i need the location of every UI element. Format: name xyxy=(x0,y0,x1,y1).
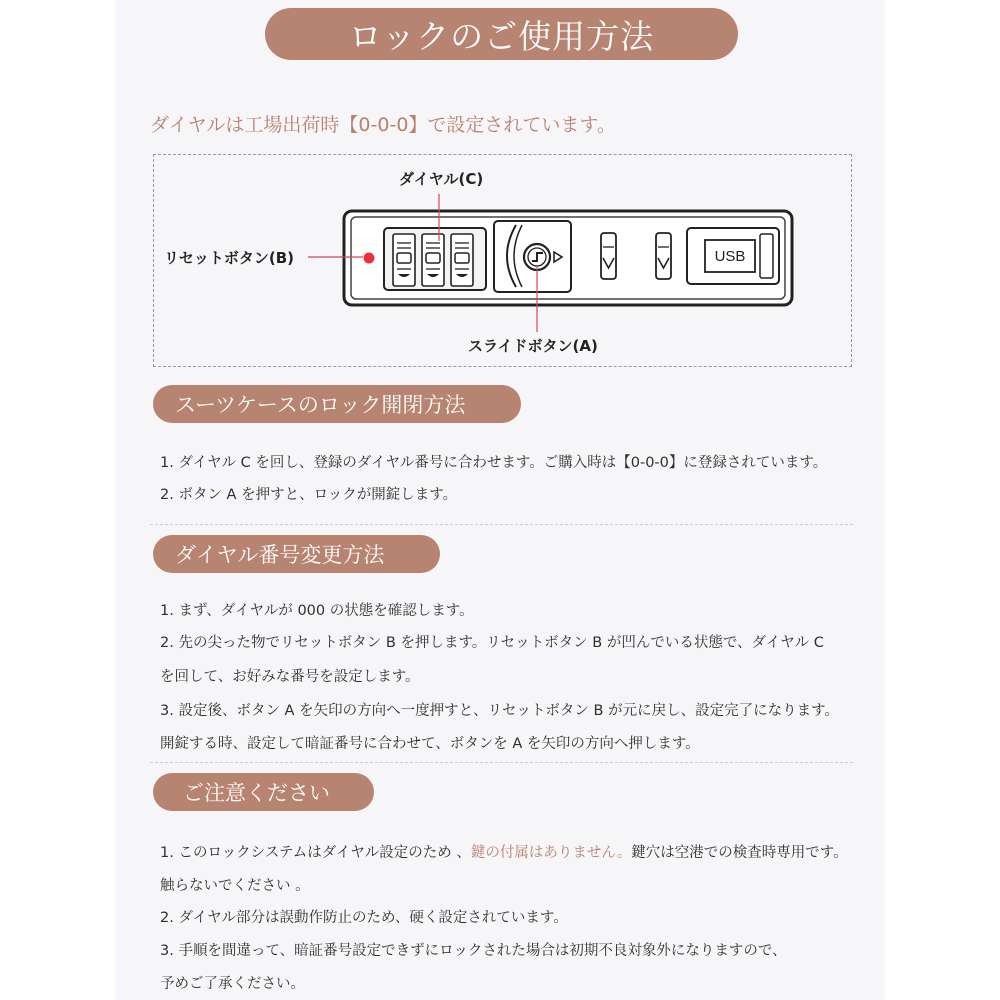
open-close-step-2: 2. ボタン A を押すと、ロックが開錠します。 xyxy=(160,487,458,503)
change-code-step-3: 3. 設定後、ボタン A を矢印の方向へ一度押すと、リセットボタン B が元に戻し、設定完了になります。 xyxy=(160,703,839,719)
notes-item-1-highlight: 鍵の付属はありません。 xyxy=(470,845,632,861)
dial-wheel-2 xyxy=(422,234,444,286)
section-heading-change-code: ダイヤル番号変更方法 xyxy=(153,535,440,573)
dial-wheel-3 xyxy=(451,234,473,286)
usb-text: USB xyxy=(714,248,746,265)
lock-diagram xyxy=(153,154,852,367)
page-title xyxy=(265,8,738,60)
section-divider xyxy=(150,524,853,525)
dial-label: ダイヤル(C) xyxy=(399,170,484,188)
change-code-step-1: 1. まず、ダイヤルが 000 の状態を確認します。 xyxy=(160,603,474,619)
section-heading-notes: ご注意ください xyxy=(153,773,374,811)
page-title-text: ロックのご使用方法 xyxy=(348,16,655,56)
change-code-step-2-cont: を回して、お好みな番号を設定します。 xyxy=(160,669,420,685)
open-close-step-1: 1. ダイヤル C を回し、登録のダイヤル番号に合わせます。ご購入時は【0-0-0】に登録されています。 xyxy=(160,455,828,471)
section-heading-open-close: スーツケースのロック開閉方法 xyxy=(153,385,521,423)
change-code-step-3-cont: 開錠する時、設定して暗証番号に合わせて、ボタンを A を矢印の方向へ押します。 xyxy=(160,736,700,752)
latch-1 xyxy=(601,233,616,279)
reset-button-dot xyxy=(364,253,375,264)
notes-item-1 xyxy=(160,841,848,862)
latch-2 xyxy=(656,233,671,279)
change-code-step-2: 2. 先の尖った物でリセットボタン B を押します。リセットボタン B が凹んでいる状態で、ダイヤル C xyxy=(160,635,824,651)
notes-item-3: 3. 手順を間違って、暗証番号設定できずにロックされた場合は初期不良対象外になりますので、 xyxy=(160,943,787,959)
notes-item-2: 2. ダイヤル部分は誤動作防止のため、硬く設定されています。 xyxy=(160,910,568,926)
notes-item-1-suffix: 鍵穴は空港での検査時専用です。 xyxy=(631,845,848,861)
notes-item-3-cont: 予めご了承ください。 xyxy=(160,976,305,992)
slide-button-label: スライドボタン(A) xyxy=(468,337,598,355)
reset-button-label: リセットボタン(B) xyxy=(164,249,294,267)
notes-item-1-prefix: 1. このロックシステムはダイヤル設定のため 、 xyxy=(160,845,471,861)
dial-wheel-1 xyxy=(393,234,415,286)
notes-item-1-cont: 触らないでください 。 xyxy=(160,878,310,894)
intro-text: ダイヤルは工場出荷時【0-0-0】で設定されています。 xyxy=(150,114,616,136)
section-divider xyxy=(150,762,853,763)
